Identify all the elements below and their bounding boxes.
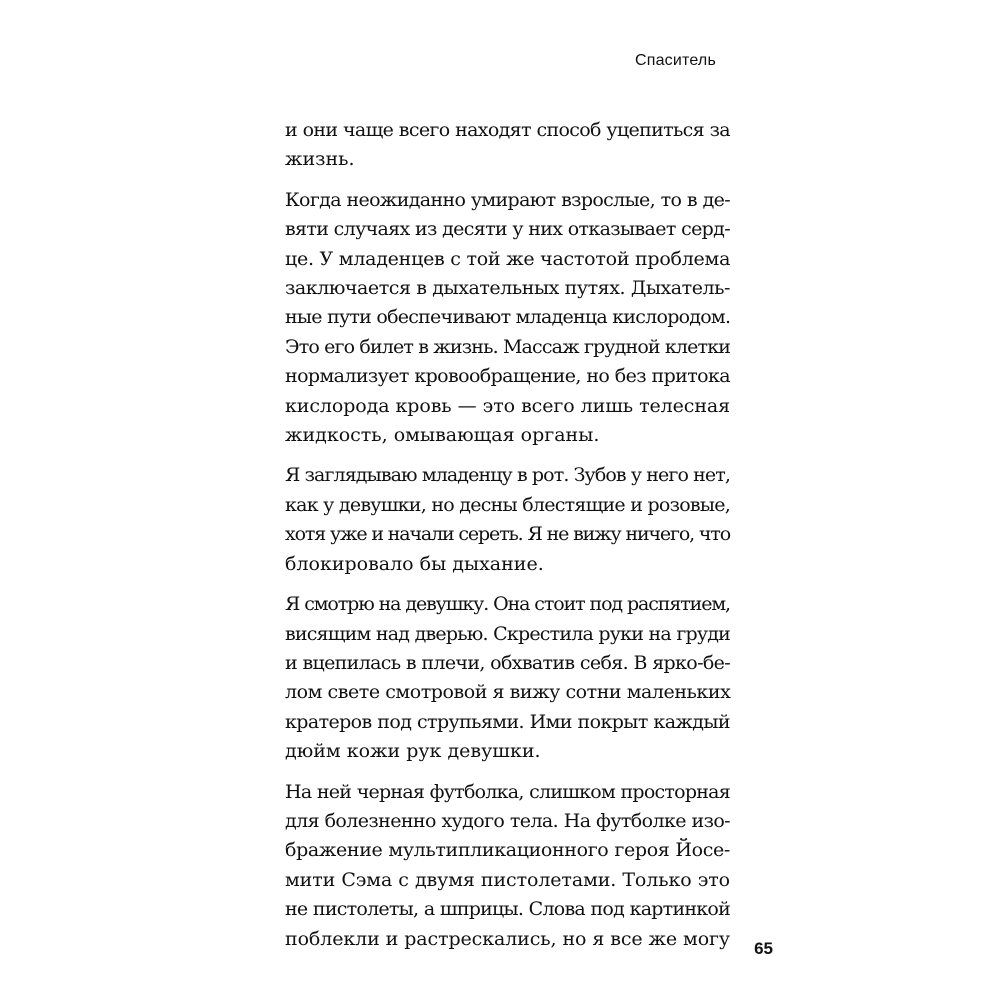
text-line: и вцепилась в плечи, обхватив себя. В ярко-бе- bbox=[285, 651, 730, 674]
text-line: дюйм кожи рук девушки. bbox=[285, 740, 541, 763]
text-line: кислорода кровь — это всего лишь телесная bbox=[285, 394, 730, 417]
body-text bbox=[285, 116, 730, 965]
text-line: кратеров под струпьями. Ими покрыт каждый bbox=[285, 710, 730, 733]
text-line: ные пути обеспечивают младенца кислородом. bbox=[285, 306, 731, 329]
text-line: Когда неожиданно умирают взрослые, то в де- bbox=[285, 188, 730, 211]
text-line: и они чаще всего находят способ уцепиться за bbox=[285, 119, 730, 141]
text-line: блокировало бы дыхание. bbox=[285, 552, 544, 575]
paragraph-3 bbox=[285, 461, 730, 579]
text-line: На ней черная футболка, слишком просторная bbox=[285, 780, 730, 803]
paragraph-1 bbox=[285, 116, 730, 175]
text-line: для болезненно худого тела. На футболке изо- bbox=[285, 809, 730, 832]
text-line: вяти случаях из десяти у них отказывает серд- bbox=[285, 218, 730, 241]
paragraph-4 bbox=[285, 590, 730, 766]
paragraph-2 bbox=[285, 186, 730, 451]
running-title: Спаситель bbox=[634, 52, 716, 69]
text-line: поблекли и растрескались, но я все же могу bbox=[285, 927, 730, 950]
text-line: нормализует кровообращение, но без притока bbox=[285, 365, 730, 388]
text-line: не пистолеты, а шприцы. Слова под картинкой bbox=[285, 898, 730, 921]
text-line: жидкость, омывающая органы. bbox=[285, 424, 600, 447]
text-line: мити Сэма с двумя пистолетами. Только это bbox=[285, 868, 730, 891]
text-line: бражение мультипликационного героя Йосе- bbox=[285, 839, 730, 862]
text-line: висящим над дверью. Скрестила руки на груди bbox=[285, 622, 730, 645]
text-line: Я заглядываю младенцу в рот. Зубов у него нет, bbox=[285, 464, 730, 487]
text-line: жизнь. bbox=[285, 148, 355, 171]
paragraph-5 bbox=[285, 778, 730, 954]
text-line: хотя уже и начали сереть. Я не вижу ничего, что bbox=[285, 523, 730, 546]
text-line: лом свете смотровой я вижу сотни маленьких bbox=[285, 681, 731, 704]
text-line: как у девушки, но десны блестящие и розовые, bbox=[285, 493, 730, 516]
page-number: 65 bbox=[754, 939, 773, 958]
text-line: Я смотрю на девушку. Она стоит под распятием, bbox=[285, 593, 730, 616]
text-line: Это его билет в жизнь. Массаж грудной клетки bbox=[285, 335, 731, 358]
text-line: це. У младенцев с той же частотой проблема bbox=[285, 247, 731, 270]
text-line: заключается в дыхательных путях. Дыхатель- bbox=[285, 277, 730, 300]
